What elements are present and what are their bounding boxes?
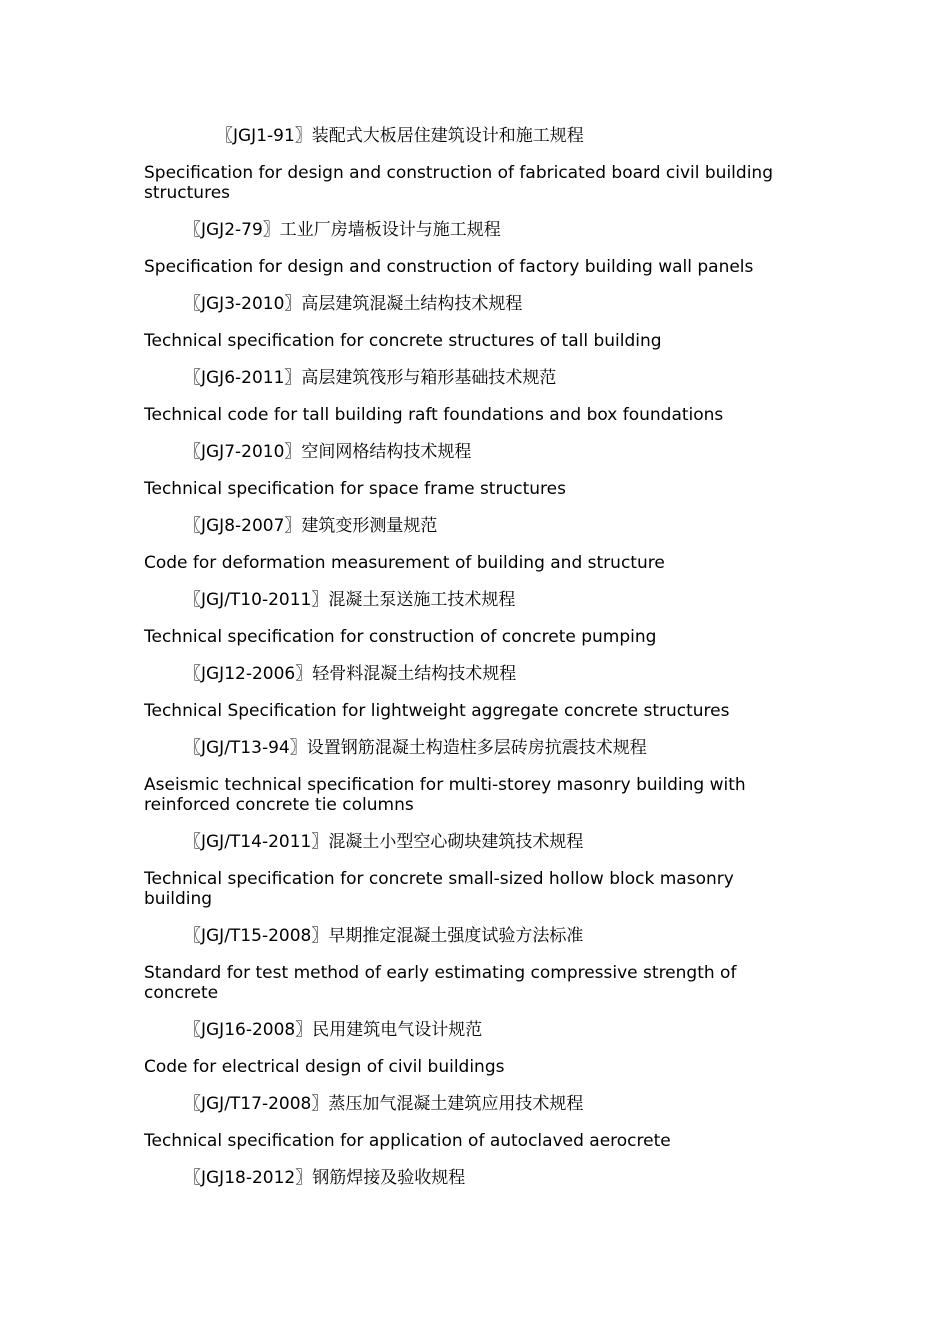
standard-code: 〖JGJ/T10-2011〗 — [184, 590, 329, 610]
standards-list — [144, 126, 804, 1205]
standard-code: 〖JGJ3-2010〗 — [184, 294, 302, 314]
standard-title-cn: 民用建筑电气设计规范 — [312, 1020, 483, 1040]
standard-title-cn: 工业厂房墙板设计与施工规程 — [279, 220, 501, 240]
standard-code-line — [144, 220, 804, 240]
standard-title-en: Technical specification for space frame structures — [144, 479, 566, 499]
standard-code: 〖JGJ1-91〗 — [216, 126, 312, 146]
standard-title-cn: 高层建筑混凝土结构技术规程 — [301, 294, 523, 314]
standard-code-line — [144, 516, 804, 536]
standard-title-cn: 轻骨料混凝土结构技术规程 — [312, 664, 517, 684]
standard-title-cn: 装配式大板居住建筑设计和施工规程 — [311, 126, 584, 146]
standard-code: 〖JGJ16-2008〗 — [184, 1020, 313, 1040]
standard-title-cn: 钢筋焊接及验收规程 — [312, 1168, 466, 1188]
standard-title-cn: 混凝土小型空心砌块建筑技术规程 — [328, 832, 584, 852]
standard-title-cn: 空间网格结构技术规程 — [301, 442, 472, 462]
standard-code: 〖JGJ8-2007〗 — [184, 516, 302, 536]
standard-code: 〖JGJ/T13-94〗 — [184, 738, 307, 758]
standard-code: 〖JGJ2-79〗 — [184, 220, 280, 240]
standard-code-line — [144, 1168, 804, 1188]
standard-title-en: Technical specification for concrete structures of tall building — [144, 331, 662, 351]
standard-title-en: Standard for test method of early estimating compressive strength of concrete — [144, 963, 737, 1003]
standard-code: 〖JGJ7-2010〗 — [184, 442, 302, 462]
standard-title-en: Specification for design and construction of factory building wall panels — [144, 257, 754, 277]
standard-title-cn: 建筑变形测量规范 — [301, 516, 438, 536]
standard-code-line — [144, 664, 804, 684]
standard-title-en: Technical specification for construction of concrete pumping — [144, 627, 657, 647]
standard-code-line — [144, 738, 804, 758]
standard-code-line — [144, 1094, 804, 1114]
standard-title-cn: 蒸压加气混凝土建筑应用技术规程 — [328, 1094, 584, 1114]
standard-code: 〖JGJ6-2011〗 — [184, 368, 302, 388]
standard-title-cn: 设置钢筋混凝土构造柱多层砖房抗震技术规程 — [306, 738, 647, 758]
standard-code: 〖JGJ/T15-2008〗 — [184, 926, 329, 946]
standard-code-line — [144, 926, 804, 946]
standard-code: 〖JGJ12-2006〗 — [184, 664, 313, 684]
standard-code-line — [144, 294, 804, 314]
standard-title-en: Technical specification for concrete small-sized hollow block masonry building — [144, 869, 734, 909]
standard-title-en: Aseismic technical specification for multi-storey masonry building with reinforced concrete tie columns — [144, 775, 746, 815]
standard-title-en: Code for deformation measurement of building and structure — [144, 553, 665, 573]
standard-title-en: Technical specification for application of autoclaved aerocrete — [144, 1131, 671, 1151]
standard-code-line — [144, 590, 804, 610]
standard-title-en: Specification for design and construction of fabricated board civil building structures — [144, 163, 773, 203]
standard-title-cn: 混凝土泵送施工技术规程 — [328, 590, 516, 610]
standard-code-line — [144, 832, 804, 852]
standard-code-line — [144, 1020, 804, 1040]
standard-code: 〖JGJ/T17-2008〗 — [184, 1094, 329, 1114]
standard-title-en: Technical Specification for lightweight aggregate concrete structures — [144, 701, 730, 721]
standard-title-cn: 高层建筑筏形与箱形基础技术规范 — [301, 368, 557, 388]
standard-code-line — [144, 126, 804, 146]
standard-title-cn: 早期推定混凝土强度试验方法标准 — [328, 926, 584, 946]
standard-code: 〖JGJ18-2012〗 — [184, 1168, 313, 1188]
standard-title-en: Code for electrical design of civil buildings — [144, 1057, 505, 1077]
standard-title-en: Technical code for tall building raft foundations and box foundations — [144, 405, 724, 425]
standard-code-line — [144, 442, 804, 462]
standard-code: 〖JGJ/T14-2011〗 — [184, 832, 329, 852]
standard-code-line — [144, 368, 804, 388]
